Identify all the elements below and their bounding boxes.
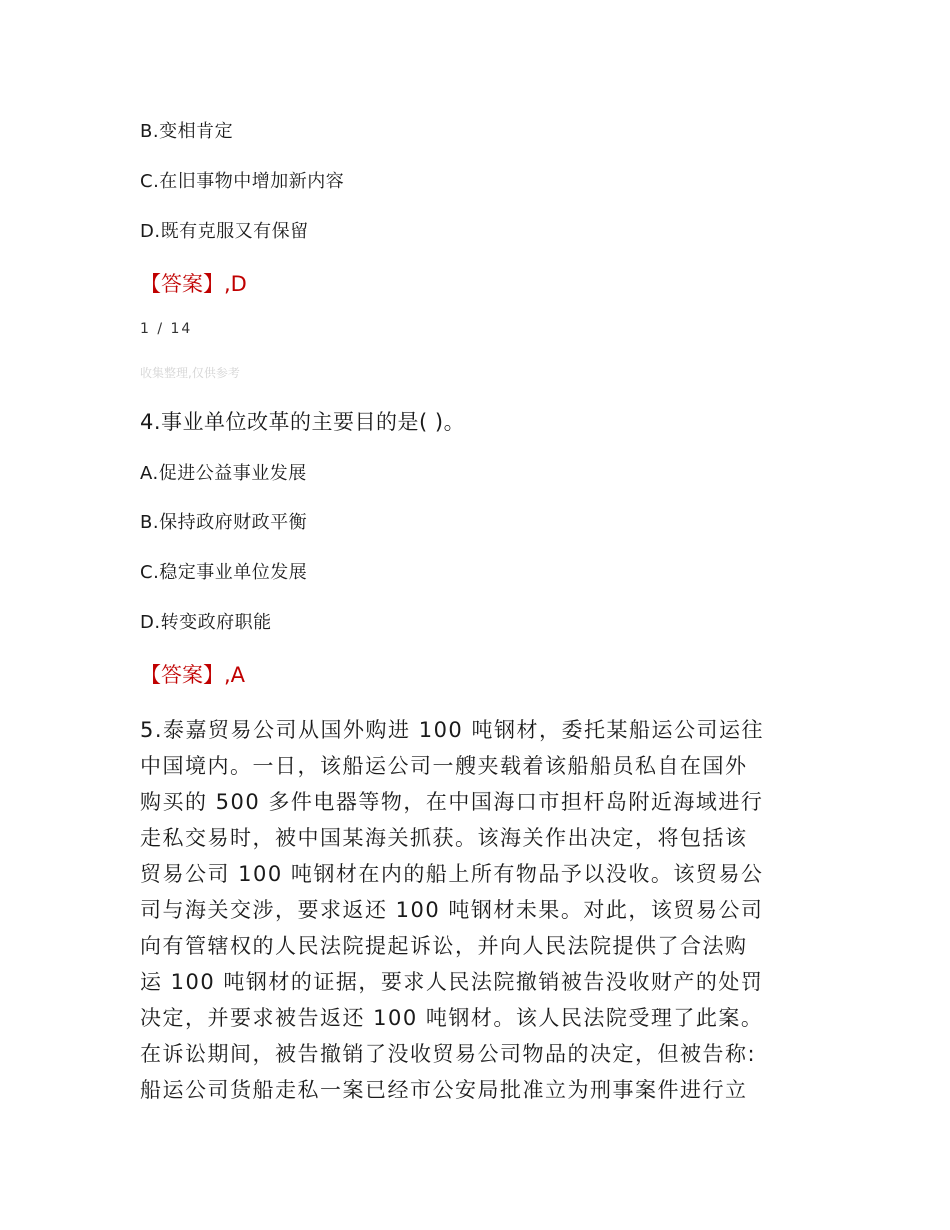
q4-option-b: B.保持政府财政平衡 (140, 512, 308, 533)
q5-line: 中国境内。一日，该船运公司一艘夹载着该船船员私自在国外 (140, 754, 748, 778)
q3-answer: 【答案】,D (140, 272, 247, 296)
q3-option-d: D.既有克服又有保留 (140, 221, 309, 242)
q4-answer: 【答案】,A (140, 663, 246, 687)
q4-option-c: C.稳定事业单位发展 (140, 562, 308, 583)
q5-line: 决定，并要求被告返还 100 吨钢材。该人民法院受理了此案。 (140, 1006, 764, 1030)
q4-option-a: A.促进公益事业发展 (140, 463, 307, 484)
q5-line: 5.泰嘉贸易公司从国外购进 100 吨钢材，委托某船运公司运往 (140, 718, 764, 742)
page-number: 1 / 14 (140, 321, 193, 337)
q5-line: 走私交易时，被中国某海关抓获。该海关作出决定，将包括该 (140, 826, 748, 850)
q5-question-paragraph (140, 712, 810, 1108)
q5-line: 贸易公司 100 吨钢材在内的船上所有物品予以没收。该贸易公 (140, 862, 764, 886)
q3-option-c: C.在旧事物中增加新内容 (140, 171, 345, 192)
q4-option-d: D.转变政府职能 (140, 612, 272, 633)
q3-option-b: B.变相肯定 (140, 121, 234, 142)
q5-line: 运 100 吨钢材的证据，要求人民法院撤销被告没收财产的处罚 (140, 970, 764, 994)
q5-line: 司与海关交涉，要求返还 100 吨钢材未果。对此，该贸易公司 (140, 898, 764, 922)
q5-line: 购买的 500 多件电器等物，在中国海口市担杆岛附近海域进行 (140, 790, 764, 814)
q5-line: 向有管辖权的人民法院提起诉讼，并向人民法院提供了合法购 (140, 934, 748, 958)
q5-line: 在诉讼期间，被告撤销了没收贸易公司物品的决定，但被告称: (140, 1042, 757, 1066)
q4-question: 4.事业单位改革的主要目的是( )。 (140, 410, 466, 434)
q5-line: 船运公司货船走私一案已经市公安局批准立为刑事案件进行立 (140, 1078, 748, 1102)
watermark-text: 收集整理,仅供参考 (140, 366, 240, 380)
